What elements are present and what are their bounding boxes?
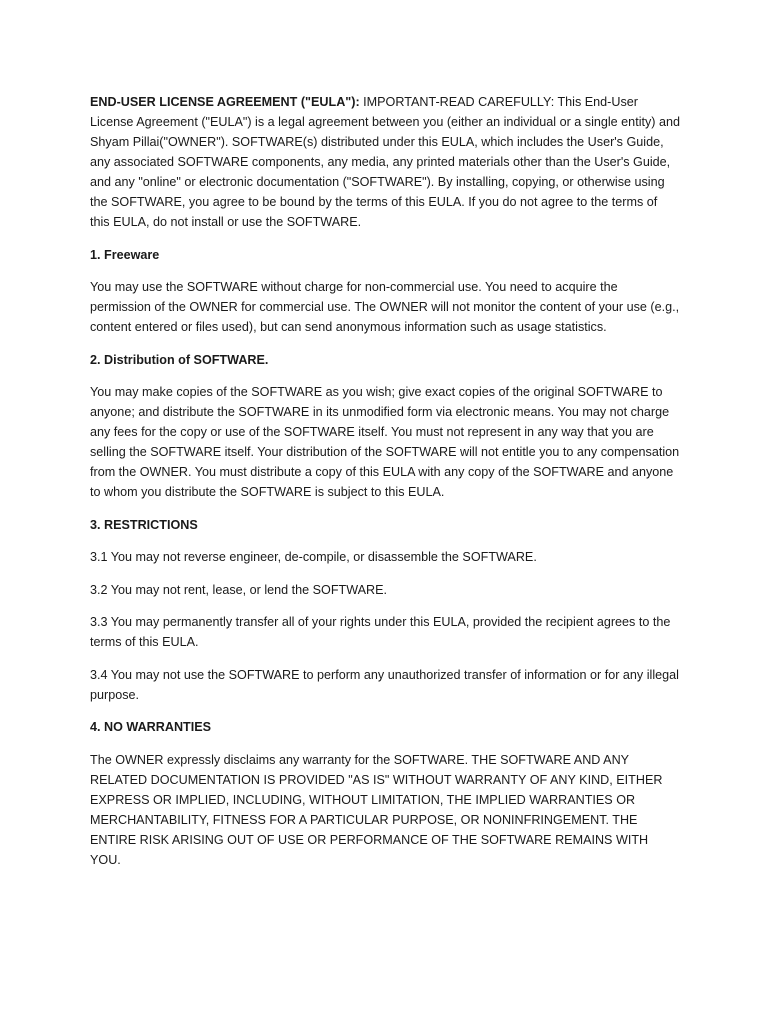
restriction-3-2: 3.2 You may not rent, lease, or lend the SOFTWARE. xyxy=(90,582,388,597)
eula-document xyxy=(90,92,680,882)
intro-title: END-USER LICENSE AGREEMENT ("EULA"): xyxy=(90,95,360,109)
restriction-3-3: 3.3 You may permanently transfer all of your rights under this EULA, provided the recipient agrees to the terms of this EULA. xyxy=(90,615,671,649)
section-4-heading: 4. NO WARRANTIES xyxy=(90,720,212,734)
intro-paragraph xyxy=(90,92,680,232)
section-1-heading: 1. Freeware xyxy=(90,247,160,262)
restriction-3-1: 3.1 You may not reverse engineer, de-compile, or disassemble the SOFTWARE. xyxy=(90,550,537,564)
intro-body: IMPORTANT-READ CAREFULLY: This End-User License Agreement ("EULA") is a legal agreement between you (either an individual or a single entity) and Shyam Pillai("OWNER"). SOFTWARE(s) distributed under this EULA, which includes the User's Guide, any associated SOFTWARE components, any media, any printed materials other than the User's Guide, and any "online" or electronic documentation ("SOFTWARE"). By installing, copying, or otherwise using the SOFTWARE, you agree to be bound by the terms of this EULA. If you do not agree to the terms of this EULA, do not install or use the SOFTWARE. xyxy=(90,95,680,229)
section-2-body: You may make copies of the SOFTWARE as you wish; give exact copies of the original SOFTWARE to anyone; and distribute the SOFTWARE in its unmodified form via electronic means. You may not charge any fees for the copy or use of the SOFTWARE itself. You must not represent in any way that you are selling the SOFTWARE itself. Your distribution of the SOFTWARE will not entitle you to any compensation from the OWNER. You must distribute a copy of this EULA with any copy of the SOFTWARE and anyone to whom you distribute the SOFTWARE is subject to this EULA. xyxy=(90,385,680,499)
section-2-heading: 2. Distribution of SOFTWARE. xyxy=(90,352,269,367)
restriction-3-4: 3.4 You may not use the SOFTWARE to perform any unauthorized transfer of information or for any illegal purpose. xyxy=(90,667,679,702)
section-4-body: The OWNER expressly disclaims any warranty for the SOFTWARE. THE SOFTWARE AND ANY RELATED DOCUMENTATION IS PROVIDED "AS IS" WITHOUT WARRANTY OF ANY KIND, EITHER EXPRESS OR IMPLIED, INCLUDING, WITHOUT LIMITATION, THE IMPLIED WARRANTIES OR MERCHANTABILITY, FITNESS FOR A PARTICULAR PURPOSE, OR NONINFRINGEMENT. THE ENTIRE RISK ARISING OUT OF USE OR PERFORMANCE OF THE SOFTWARE REMAINS WITH YOU. xyxy=(90,752,663,867)
section-1-body: You may use the SOFTWARE without charge for non-commercial use. You need to acquire the permission of the OWNER for commercial use. The OWNER will not monitor the content of your use (e.g., content entered or files used), but can send anonymous information such as usage statistics. xyxy=(90,280,680,334)
section-3-heading: 3. RESTRICTIONS xyxy=(90,517,198,532)
